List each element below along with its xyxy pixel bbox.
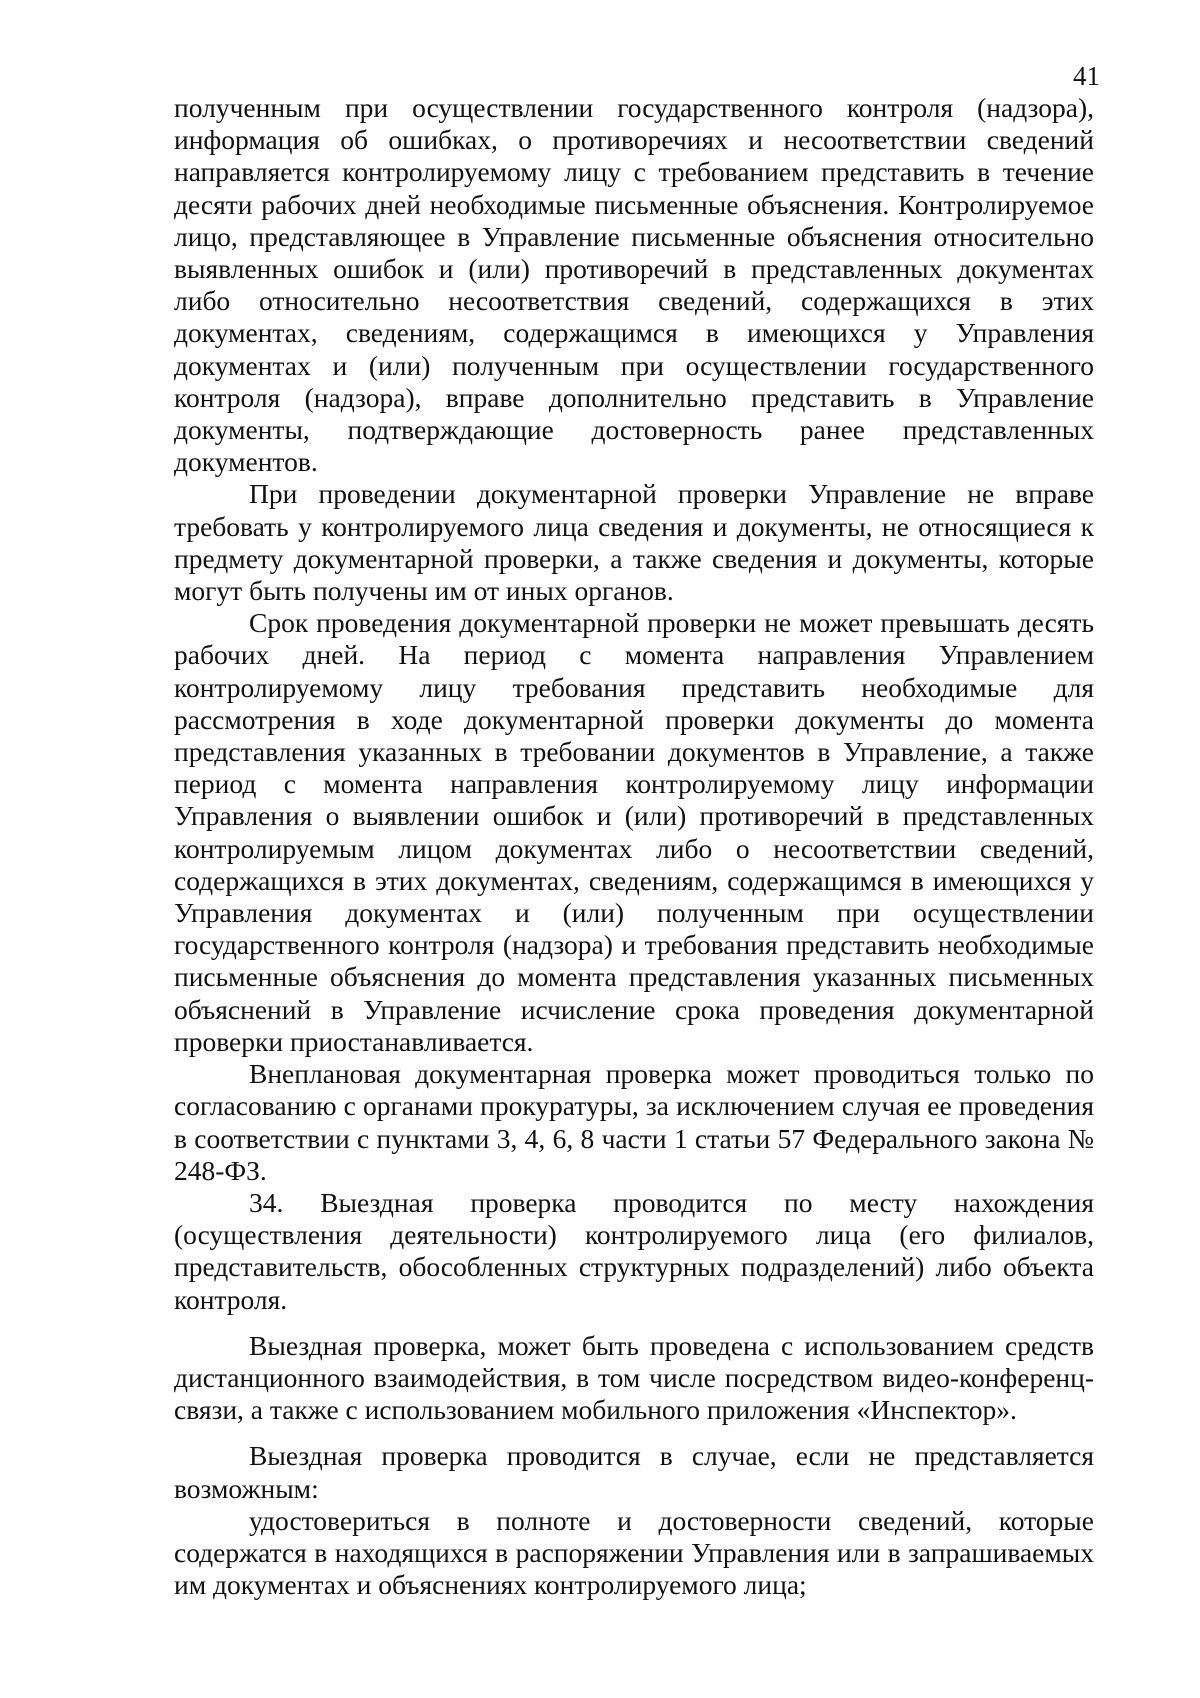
document-body xyxy=(174,92,1094,1601)
paragraph-unscheduled-check: Внеплановая документарная проверка может проводиться только по согласованию с органами прокуратуры, за исключением случая ее проведения в соответствии с пунктами 3, 4, 6, 8 части 1 статьи 57 Федерального закона № 248-ФЗ. xyxy=(174,1058,1094,1186)
paragraph-onsite-check-location: 34. Выездная проверка проводится по месту нахождения (осуществления деятельности) контролируемого лица (его филиалов, представительств, обособленных структурных подразделений) либо объекта контроля. xyxy=(174,1186,1094,1315)
paragraph-verify-completeness: удостовериться в полноте и достоверности сведений, которые содержатся в находящихся в распоряжении Управления или в запрашиваемых им документах и объяснениях контролируемого лица; xyxy=(174,1504,1094,1601)
page-number: 41 xyxy=(1073,61,1100,91)
paragraph-onsite-check-cases: Выездная проверка проводится в случае, если не представляется возможным: xyxy=(174,1440,1094,1504)
paragraph-document-check-term: Срок проведения документарной проверки не может превышать десять рабочих дней. На период с момента направления Управлением контролируемому лицу требования представить необходимые для рассмотрения в ходе документарной проверки документы до момента представления указанных в требовании документов в Управление, а также период с момента направления контролируемому лицу информации Управления о выявлении ошибок и (или) противоречий в представленных контролируемым лицом документах либо о несоответствии сведений, содержащихся в этих документах, сведениям, содержащимся в имеющихся у Управления документах и (или) полученным при осуществлении государственного контроля (надзора) и требования представить необходимые письменные объяснения до момента представления указанных письменных объяснений в Управление исчисление срока проведения документарной проверки приостанавливается. xyxy=(174,607,1094,1057)
paragraph-continuation: полученным при осуществлении государственного контроля (надзора), информация об ошибках, о противоречиях и несоответствии сведений направляется контролируемому лицу с требованием представить в течение десяти рабочих дней необходимые письменные объяснения. Контролируемое лицо, представляющее в Управление письменные объяснения относительно выявленных ошибок и (или) противоречий в представленных документах либо относительно несоответствия сведений, содержащихся в этих документах, сведениям, содержащимся в имеющихся у Управления документах и (или) полученным при осуществлении государственного контроля (надзора), вправе дополнительно представить в Управление документы, подтверждающие достоверность ранее представленных документов. xyxy=(174,92,1094,478)
paragraph-onsite-check-remote: Выездная проверка, может быть проведена с использованием средств дистанционного взаимодействия, в том числе посредством видео-конференц-связи, а также с использованием мобильного приложения «Инспектор». xyxy=(174,1329,1094,1426)
paragraph-document-check-restrictions: При проведении документарной проверки Управление не вправе требовать у контролируемого лица сведения и документы, не относящиеся к предмету документарной проверки, а также сведения и документы, которые могут быть получены им от иных органов. xyxy=(174,478,1094,607)
